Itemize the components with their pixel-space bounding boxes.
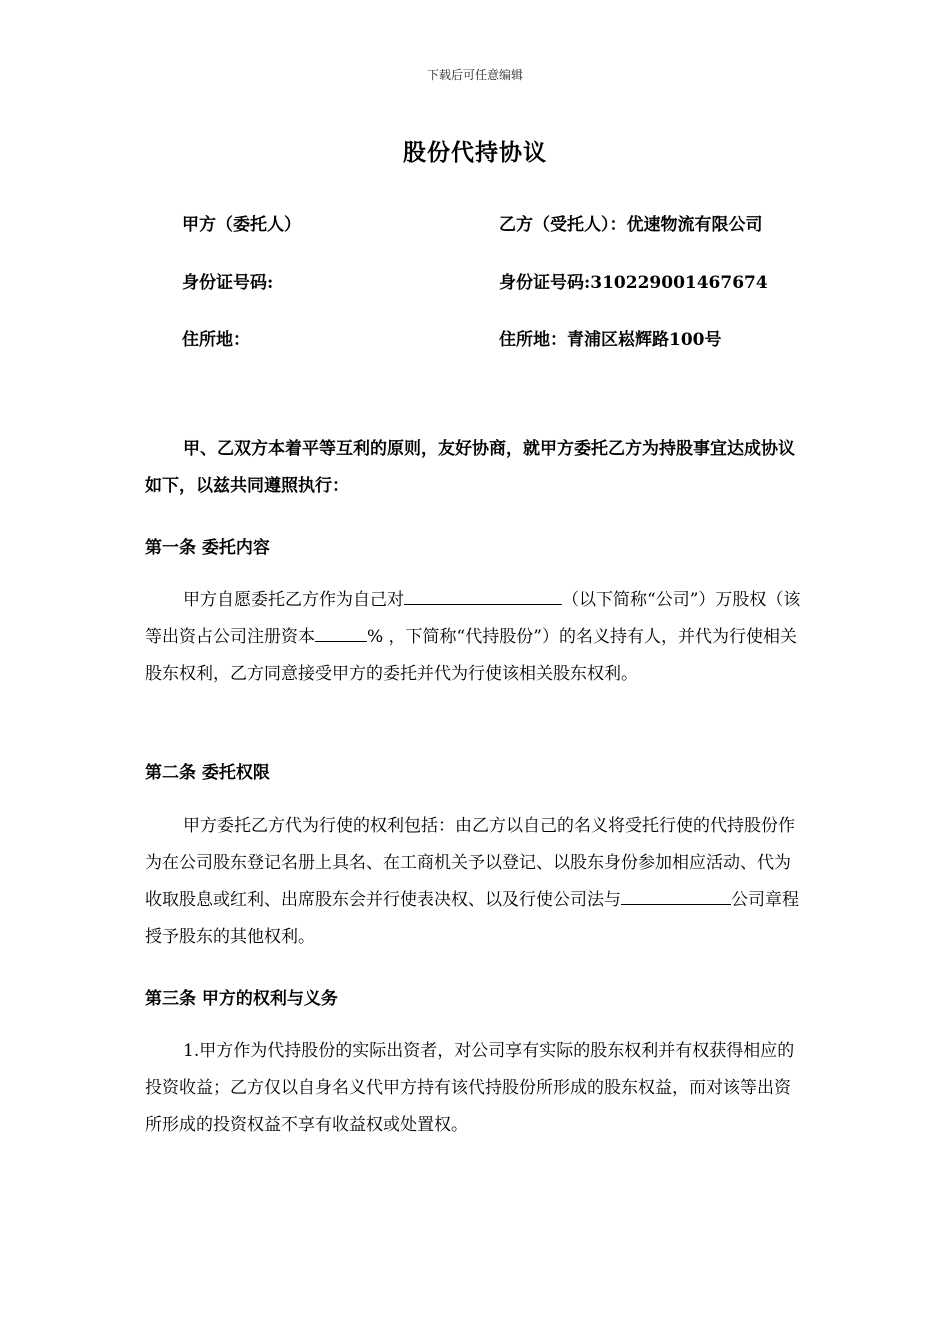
party-a-label: 甲方（委托人）: [182, 215, 301, 235]
article-2-paragraph: [145, 808, 807, 956]
article-1-text-c: % ，下简称“代持股份”）的名义持有人，并代为行使相关股东权利，乙方同意接受甲方的委托并代为行使该相关股东权利。: [145, 627, 797, 684]
document-title: 股份代持协议: [403, 139, 547, 166]
article-1-text-a: 甲方自愿委托乙方作为自己对: [183, 590, 404, 610]
percentage-blank: [315, 624, 367, 642]
preamble-paragraph: 甲、乙双方本着平等互利的原则，友好协商，就甲方委托乙方为持股事宜达成协议如下，以兹共同遵照执行：: [145, 439, 795, 496]
article-1-heading: 第一条 委托内容: [145, 538, 270, 558]
article-2-heading: 第二条 委托权限: [145, 763, 270, 783]
article-1-text-b: （以下简称“公司”）万股权（该等出资占公司注册资本: [145, 590, 801, 647]
party-b-id: 身份证号码:310229001467674: [499, 273, 768, 293]
party-b-address: 住所地：青浦区崧辉路100号: [499, 330, 722, 350]
article-2-text-a: 甲方委托乙方代为行使的权利包括：由乙方以自己的名义将受托行使的代持股份作为在公司股东登记名册上具名、在工商机关予以登记、以股东身份参加相应活动、代为收取股息或红利、出席股东会并行使表决权、以及行使公司法与: [145, 816, 795, 910]
party-b-label: 乙方（受托人）：优速物流有限公司: [499, 215, 763, 235]
party-a-id: 身份证号码:: [182, 273, 274, 293]
law-blank: [621, 887, 731, 905]
header-note: 下载后可任意编辑: [426, 68, 523, 82]
article-3-item-1: 1.甲方作为代持股份的实际出资者，对公司享有实际的股东权利并有权获得相应的投资收益；乙方仅以自身名义代甲方持有该代持股份所形成的股东权益，而对该等出资所形成的投资权益不享有收益权或处置权。: [145, 1041, 795, 1135]
article-3-heading: 第三条 甲方的权利与义务: [145, 989, 338, 1009]
company-name-blank: [404, 587, 562, 605]
party-a-address: 住所地：: [182, 330, 250, 350]
article-1-paragraph: [145, 582, 807, 693]
article-2-text-b: 公司章程授予股东的其他权利。: [145, 890, 799, 947]
